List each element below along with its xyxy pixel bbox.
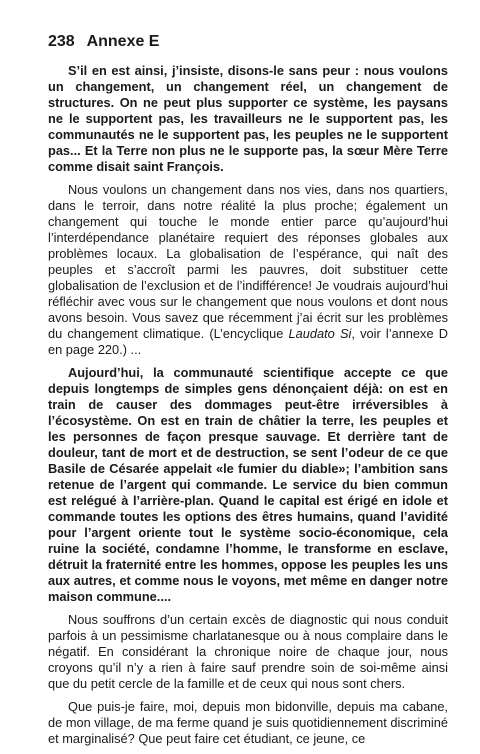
paragraph-2	[48, 182, 448, 358]
encyclical-title: Laudato Si	[288, 326, 352, 341]
paragraph-5: Que puis-je faire, moi, depuis mon bidonville, depuis ma cabane, de mon village, de ma ferme quand je suis quotidiennement discriminé et marginalisé? Que peut faire cet étudiant, ce jeune, ce	[48, 699, 448, 746]
paragraph-4: Nous souffrons d’un certain excès de diagnostic qui nous conduit parfois à un pessimisme charlatanesque ou à nous complaire dans le négatif. En considérant la chronique noire de chaque jour, nous croyons qu’il n’y a rien à faire sauf prendre soin de soi-même ainsi que du petit cercle de la famille et de ceux qui nous sont chers.	[48, 612, 448, 691]
paragraph-bold-3: Aujourd’hui, la communauté scientifique accepte ce que depuis longtemps de simples gens dénonçaient déjà: on est en train de causer des dommages peut-être irréversibles à l’écosystème. On est en train de châtier la terre, les peuples et les personnes de façon presque sauvage. Et derrière tant de douleur, tant de mort et de destruction, se sent l’odeur de ce que Basile de Césarée appelait «le fumier du diable»; l’ambition sans retenue de l’argent qui commande. Le service du bien commun est relégué à l’arrière-plan. Quand le capital est érigé en idole et commande toutes les options des êtres humains, quand l’avidité pour l’argent oriente tout le système socio-économique, cela ruine la société, condamne l’homme, le transforme en esclave, détruit la fraternité entre les hommes, oppose les peuples les uns aux autres, et comme nous le voyons, met même en danger notre maison commune....	[48, 365, 448, 604]
section-title: Annexe E	[86, 33, 160, 50]
running-header	[48, 32, 448, 52]
book-page	[48, 32, 448, 754]
paragraph-2-text-before: Nous voulons un changement dans nos vies, dans nos quartiers, dans le terroir, dans notre réalité la plus proche; également un changement qui touche le monde entier parce qu’aujourd’hui l’interdépendance planétaire requiert des réponses globales aux problèmes locaux. La globalisation de l’espérance, qui naît des peuples et s’accroît parmi les pauvres, doit substituer cette globalisation de l’exclusion et de l’indifférence! Je voudrais aujourd’hui réfléchir avec vous sur le changement que nous voulons et dont nous avons besoin. Vous savez que récemment j’ai écrit sur les problèmes du changement climatique. (L’encyclique	[48, 182, 448, 341]
paragraph-2-text-after: , voir l’annexe D en page 220.) ...	[48, 326, 448, 357]
paragraph-bold-1: S’il en est ainsi, j’insiste, disons-le sans peur : nous voulons un changement, un changement réel, un changement de structures. On ne peut plus supporter ce système, les paysans ne le supportent pas, les travailleurs ne le supportent pas, les communautés ne le supportent pas, les peuples ne le supportent pas... Et la Terre non plus ne le supporte pas, la sœur Mère Terre comme disait saint François.	[48, 63, 448, 174]
page-number: 238	[48, 33, 75, 50]
